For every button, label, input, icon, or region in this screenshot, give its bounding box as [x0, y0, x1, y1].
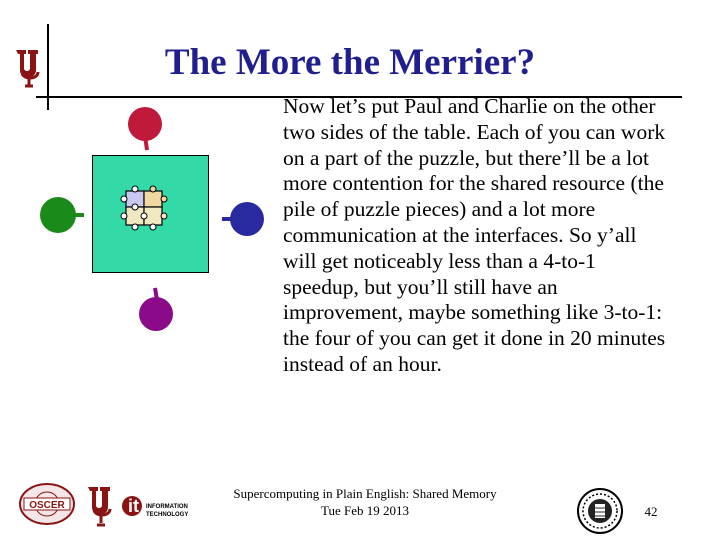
- ou-seal-icon: [576, 488, 624, 534]
- page-number: 42: [644, 504, 658, 519]
- person-icon: [126, 106, 164, 152]
- puzzle-icon: [118, 185, 178, 237]
- svg-text:it: it: [128, 496, 139, 516]
- it-logo-line1: INFORMATION: [146, 504, 188, 510]
- oscer-logo-text: OSCER: [29, 500, 65, 511]
- person-icon: [134, 286, 178, 332]
- ou-logo-icon: [84, 485, 118, 527]
- slide-title: The More the Merrier?: [164, 42, 536, 83]
- slide-footer: [215, 485, 515, 519]
- slide-body-text: Now let’s put Paul and Charlie on the other two sides of the table. Each of you can work on a part of the puzzle, but there’ll be a lot more contention for the shared resource (the pile of puzzle pieces) and a lot more communication at the interfaces. So y’all will get noticeably less than a 4-to-1 speedup, but you’ll still have an improvement, maybe something like 3-to-1: the four of you can get it done in 20 minutes instead of an hour.: [283, 94, 666, 376]
- ou-logo-icon: [12, 48, 46, 88]
- person-icon: [38, 196, 88, 234]
- it-logo-line2: TECHNOLOGY: [146, 512, 189, 518]
- footer-course-title: Supercomputing in Plain English: Shared Memory: [233, 486, 497, 501]
- it-logo-icon: [120, 488, 204, 524]
- person-icon: [218, 200, 266, 238]
- footer-date: Tue Feb 19 2013: [320, 503, 409, 518]
- oscer-logo-icon: [18, 482, 76, 526]
